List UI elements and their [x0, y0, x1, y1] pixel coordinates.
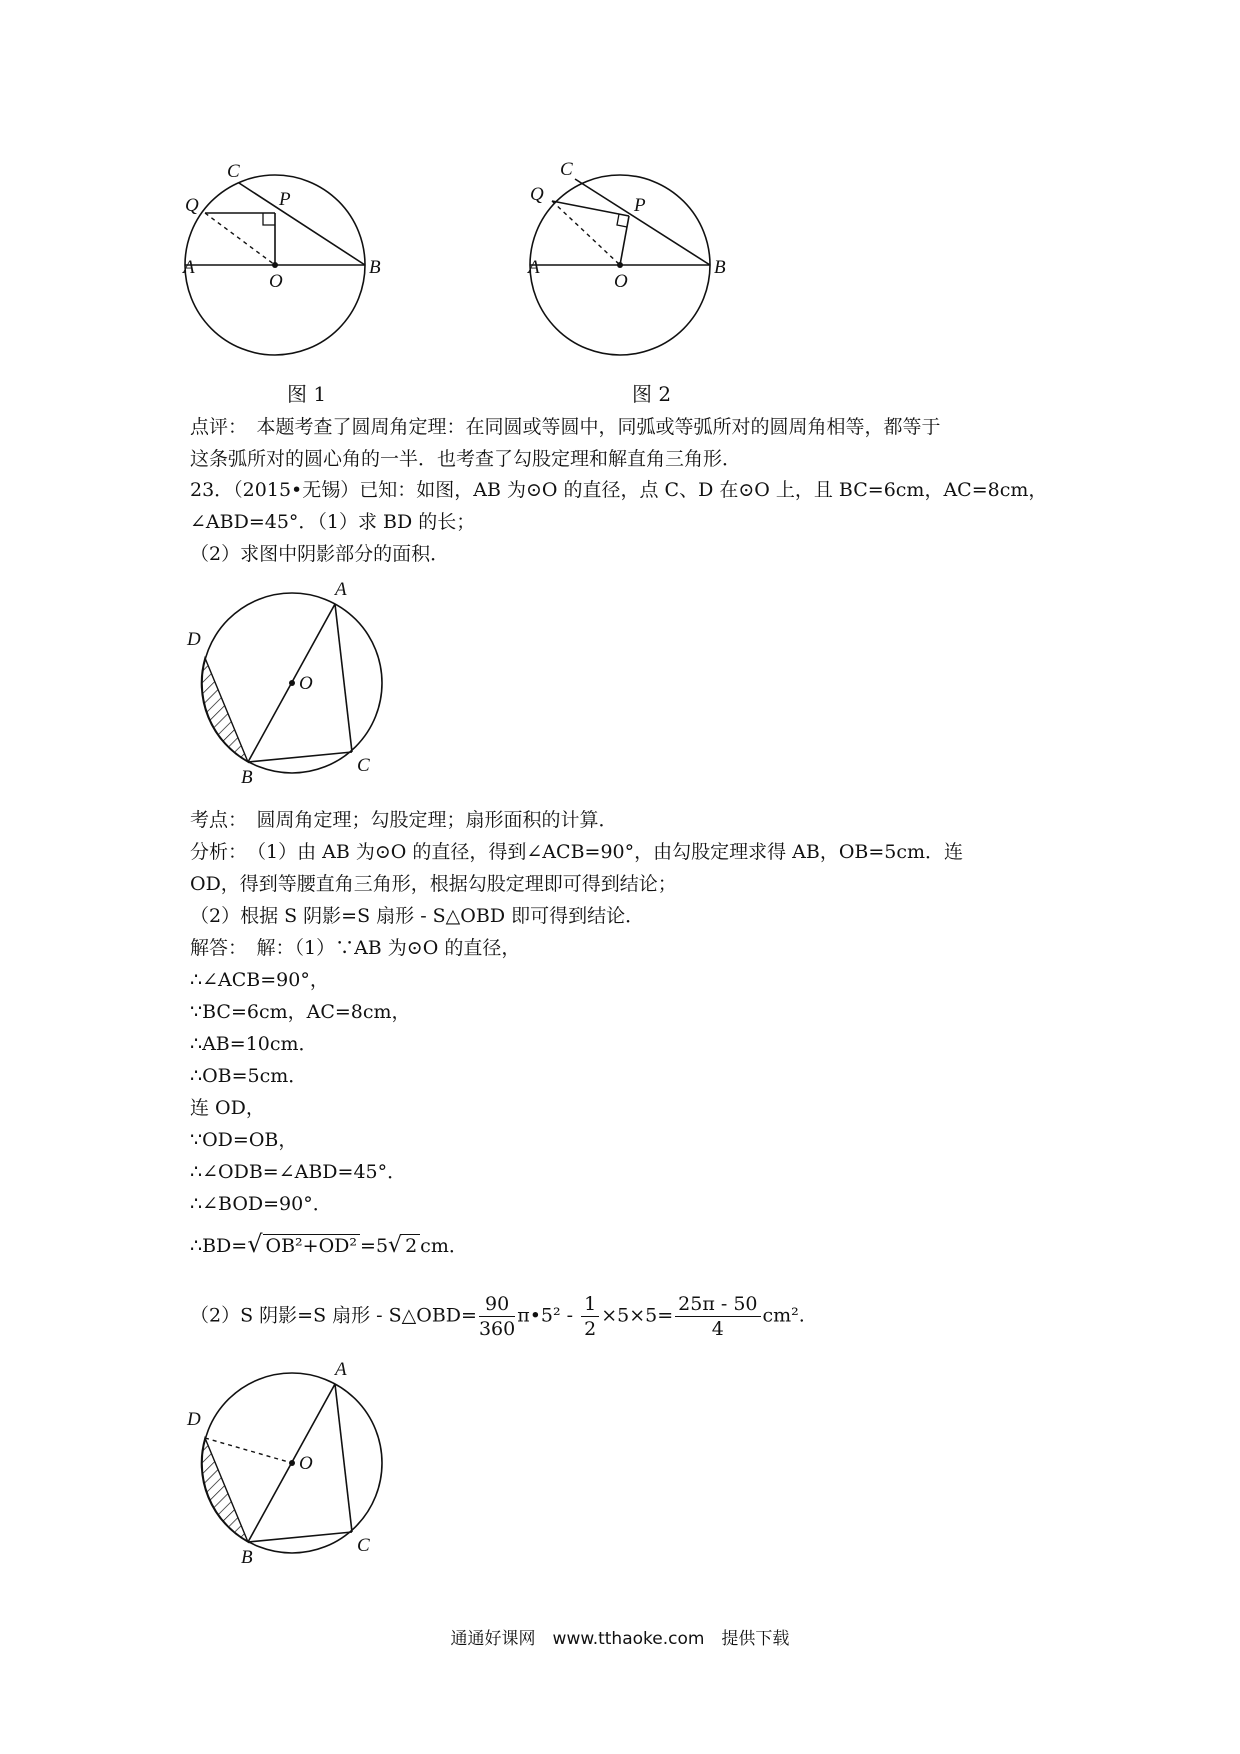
fig2-label-o: O [614, 271, 628, 292]
fig4-label-b: B [241, 1547, 253, 1568]
fig1-label-b: B [369, 257, 381, 278]
solution-step-4: ∴OB=5cm． [190, 1065, 308, 1087]
fig2-label-a: A [528, 257, 540, 278]
bd-radicand-2: 2 [402, 1234, 420, 1257]
fig2-label-q: Q [530, 184, 544, 205]
figure-2 [530, 155, 790, 375]
figure-3 [185, 575, 405, 795]
jieda-line: 解答： 解：（1）∵AB 为⊙O 的直径， [190, 937, 521, 959]
fig4-label-o: O [299, 1453, 313, 1474]
fig1-label-a: A [183, 257, 195, 278]
solution-step-1: ∴∠ACB=90°， [190, 969, 329, 991]
fenxi-line-1: 分析： （1）由 AB 为⊙O 的直径，得到∠ACB=90°，由勾股定理求得 AB，OB=5cm．连 [190, 841, 964, 863]
fig2-caption: 图 2 [632, 382, 672, 406]
fig1-label-o: O [269, 271, 283, 292]
bd-unit: cm． [420, 1235, 468, 1257]
solution-step-6: ∵OD=OB， [190, 1129, 298, 1151]
fig4-label-d: D [187, 1409, 201, 1430]
solution-step-2: ∵BC=6cm，AC=8cm， [190, 1001, 411, 1023]
fig2-label-c: C [560, 159, 573, 180]
area-prefix: （2）S 阴影=S 扇形 - S△OBD= [190, 1304, 477, 1327]
fenxi-line-3: （2）根据 S 阴影=S 扇形 - S△OBD 即可得到结论． [190, 905, 645, 927]
solution-step-8: ∴∠BOD=90°． [190, 1193, 332, 1215]
solution-step-3: ∴AB=10cm． [190, 1033, 318, 1055]
figure-4 [185, 1355, 405, 1575]
area-result-line [190, 1292, 805, 1341]
figure-1 [185, 155, 445, 375]
fraction-90-360: $\frac{90}{360}$ [478, 1293, 516, 1340]
fig4-label-a: A [335, 1359, 347, 1380]
bd-eq: =5 [360, 1235, 389, 1257]
question-23-line-3: （2）求图中阴影部分的面积． [190, 543, 450, 565]
kaodian-line: 考点： 圆周角定理；勾股定理；扇形面积的计算． [190, 809, 618, 831]
fig1-caption: 图 1 [287, 382, 327, 406]
area-mid: π•5² - [517, 1304, 580, 1327]
fig3-label-c: C [357, 755, 370, 776]
fig1-label-c: C [227, 161, 240, 182]
solution-step-5: 连 OD， [190, 1097, 265, 1119]
fig2-label-p: P [634, 195, 646, 216]
page-footer: 通通好课网 www.tthaoke.com 提供下载 [450, 1629, 790, 1649]
question-23-line-2: ∠ABD=45°．（1）求 BD 的长； [190, 511, 476, 533]
fig1-label-q: Q [185, 195, 199, 216]
fraction-result: $\frac{25\pi - 50}{4}$ [675, 1292, 760, 1341]
solution-step-7: ∴∠ODB=∠ABD=45°． [190, 1161, 407, 1183]
bd-radicand: OB²+OD² [263, 1234, 361, 1257]
fig3-label-a: A [335, 579, 347, 600]
fenxi-line-2: OD，得到等腰直角三角形，根据勾股定理即可得到结论； [190, 873, 677, 895]
fig3-label-b: B [241, 767, 253, 788]
fig3-label-o: O [299, 673, 313, 694]
fig3-label-d: D [187, 629, 201, 650]
comment-line-2: 这条弧所对的圆心角的一半．也考查了勾股定理和解直角三角形． [190, 448, 742, 470]
question-23-line-1: 23．（2015•无锡）已知：如图，AB 为⊙O 的直径，点 C、D 在⊙O 上，且 BC=6cm，AC=8cm， [190, 479, 1048, 501]
fig4-label-c: C [357, 1535, 370, 1556]
bd-prefix: ∴BD= [190, 1235, 248, 1257]
comment-line-1: 点评： 本题考查了圆周角定理：在同圆或等圆中，同弧或等弧所对的圆周角相等，都等于 [190, 416, 941, 438]
fig2-label-b: B [714, 257, 726, 278]
area-unit: cm². [762, 1304, 805, 1327]
area-mid-2: ×5×5= [601, 1304, 674, 1327]
fraction-1-2: $\frac{1}{2}$ [581, 1292, 599, 1341]
bd-result-line: ∴BD=√ OB²+OD² =5√ 2 cm． [190, 1230, 468, 1258]
fig1-label-p: P [279, 189, 291, 210]
